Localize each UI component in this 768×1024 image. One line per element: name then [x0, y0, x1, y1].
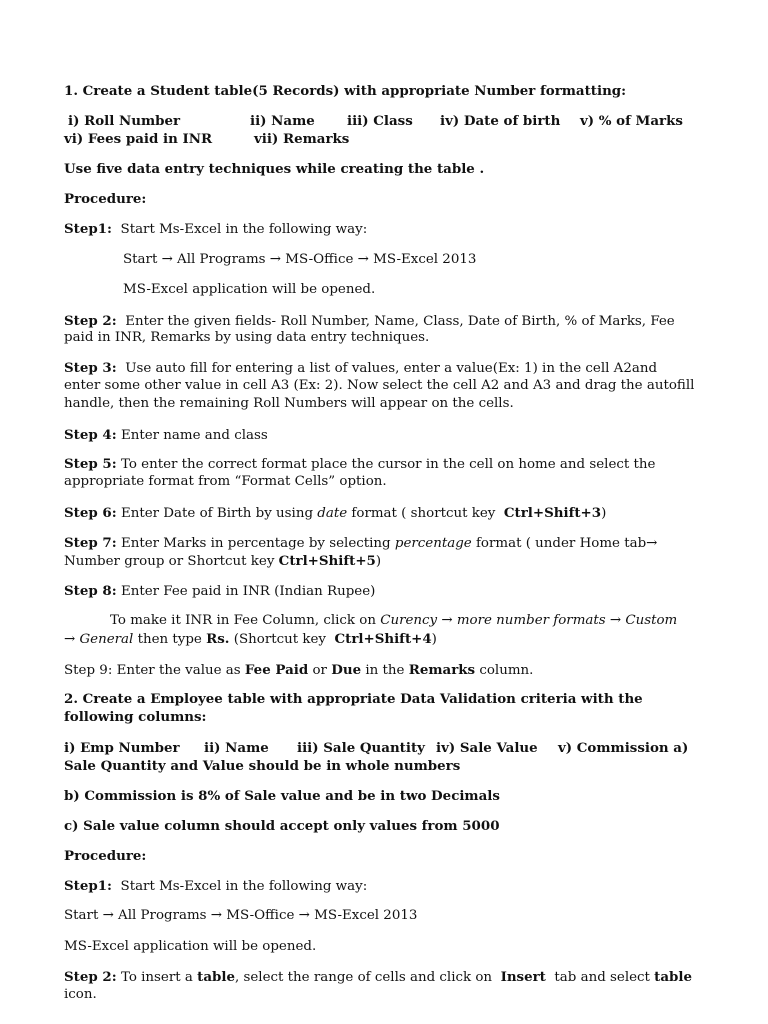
- q1-step1: [64, 220, 728, 239]
- q2-criterion-a: Sale Quantity and Value should be in whole numbers: [64, 758, 461, 774]
- rs-text: Rs.: [206, 631, 230, 647]
- date-format-term: date: [317, 506, 348, 521]
- q1-step8: [64, 582, 728, 601]
- step-text: Start Ms-Excel in the following way:: [120, 879, 368, 894]
- menu-path: Curency → more number formats → Custom: [380, 613, 678, 628]
- step-text: in the: [365, 663, 405, 678]
- step-text: Enter the given fields- Roll Number, Name, Class, Date of Birth, % of Marks, Fee: [125, 314, 675, 329]
- col-commission: v) Commission a): [558, 740, 689, 756]
- shortcut-key: Ctrl+Shift+5: [278, 553, 376, 569]
- col-sale-value: iv) Sale Value: [436, 740, 538, 756]
- q2-step1: [64, 877, 728, 896]
- step-label: Step 5:: [64, 456, 117, 472]
- table-term: table: [197, 969, 235, 985]
- step-label: Step 4:: [64, 427, 117, 443]
- q1-title: 1. Create a Student table(5 Records) with appropriate Number formatting:: [64, 83, 627, 99]
- step-label: Step 6:: [64, 505, 117, 521]
- q1-step9: [64, 661, 728, 680]
- insert-tab-term: Insert: [500, 969, 546, 985]
- step-text: format ( under Home tab→: [475, 536, 658, 551]
- table-icon-term: table: [654, 969, 693, 985]
- step-label: Step 3:: [64, 360, 117, 376]
- q1-procedure-heading: Procedure:: [64, 191, 147, 207]
- q2-start-path: Start → All Programs → MS-Office → MS-Excel 2013: [64, 908, 418, 923]
- q2-step2-line1: [64, 968, 728, 987]
- percentage-format-term: percentage: [394, 536, 472, 551]
- field-percent-marks: v) % of Marks: [580, 113, 683, 129]
- q1-step7-line1: [64, 534, 728, 553]
- step-text: tab and select: [554, 970, 650, 985]
- step-text: column.: [479, 663, 534, 678]
- step-text: then type: [137, 632, 202, 647]
- step-text: Use auto fill for entering a list of values, enter a value(Ex: 1) in the cell A2and: [125, 361, 658, 376]
- col-sale-quantity: iii) Sale Quantity: [297, 740, 425, 756]
- step-label: Step1:: [64, 221, 112, 237]
- q1-step7-line2: [64, 552, 728, 571]
- q2-criterion-b: b) Commission is 8% of Sale value and be in two Decimals: [64, 788, 500, 804]
- q2-title-line2: following columns:: [64, 709, 207, 725]
- q1-step6: [64, 504, 728, 523]
- step-text: ): [431, 632, 437, 647]
- remarks-term: Remarks: [408, 662, 476, 678]
- q2-step2-line2: icon.: [64, 987, 97, 1002]
- field-fees-paid: vi) Fees paid in INR: [64, 131, 213, 147]
- q1-instruction: Use five data entry techniques while creating the table .: [64, 161, 485, 177]
- fee-paid-term: Fee Paid: [244, 662, 309, 678]
- q1-step3-line3: handle, then the remaining Roll Numbers will appear on the cells.: [64, 396, 514, 411]
- field-name: ii) Name: [250, 113, 315, 129]
- step-label: Step 7:: [64, 535, 117, 551]
- q1-start-path: Start → All Programs → MS-Office → MS-Excel 2013: [123, 252, 477, 267]
- field-date-of-birth: iv) Date of birth: [440, 113, 561, 129]
- q1-step3-line2: enter some other value in cell A3 (Ex: 2). Now select the cell A2 and A3 and drag the autofill: [64, 378, 695, 393]
- step-text: Enter Fee paid in INR (Indian Rupee): [120, 584, 376, 599]
- q2-criterion-c: c) Sale value column should accept only values from 5000: [64, 818, 500, 834]
- step-label: Step 8:: [64, 583, 117, 599]
- step-text: format ( shortcut key: [351, 506, 496, 521]
- step-text: Enter Marks in percentage by selecting: [120, 536, 391, 551]
- step-text: (Shortcut key: [233, 632, 326, 647]
- q2-opened-text: MS-Excel application will be opened.: [64, 939, 317, 954]
- field-remarks: vii) Remarks: [254, 131, 350, 147]
- q1-step3-line1: [64, 359, 728, 378]
- col-name: ii) Name: [204, 740, 269, 756]
- step-label: Step 2:: [64, 313, 117, 329]
- step-text: ): [601, 506, 607, 521]
- col-emp-number: i) Emp Number: [64, 740, 180, 756]
- step-text: Number group or Shortcut key: [64, 554, 275, 569]
- step-text: , select the range of cells and click on: [234, 970, 493, 985]
- step-text: ): [375, 554, 382, 569]
- shortcut-key: Ctrl+Shift+4: [334, 631, 432, 647]
- q1-opened-text: MS-Excel application will be opened.: [123, 282, 376, 297]
- step-text: To enter the correct format place the cursor in the cell on home and select the: [120, 457, 656, 472]
- step-text: Start Ms-Excel in the following way:: [120, 222, 368, 237]
- q1-step5-line1: [64, 455, 728, 474]
- shortcut-key: Ctrl+Shift+3: [503, 505, 602, 521]
- step-label: Step 2:: [64, 969, 117, 985]
- q1-step5-line2: appropriate format from “Format Cells” option.: [64, 474, 387, 489]
- q2-title-line1: 2. Create a Employee table with appropriate Data Validation criteria with the: [64, 691, 643, 707]
- field-class: iii) Class: [347, 113, 413, 129]
- q2-procedure-heading: Procedure:: [64, 848, 147, 864]
- step-text: Step 9: Enter the value as: [64, 663, 241, 678]
- step-text: or: [312, 663, 327, 678]
- q1-inr-line1: [110, 612, 728, 630]
- q1-step2-line2: paid in INR, Remarks by using data entry techniques.: [64, 330, 430, 345]
- field-roll-number: i) Roll Number: [68, 113, 181, 129]
- step-text: Enter name and class: [120, 428, 268, 443]
- q1-step4: [64, 426, 728, 445]
- menu-path: → General: [64, 632, 134, 647]
- q1-inr-line2: [64, 630, 728, 649]
- step-text: To insert a: [120, 970, 193, 985]
- step-text: To make it INR in Fee Column, click on: [110, 613, 376, 628]
- due-term: Due: [331, 662, 362, 678]
- step-text: Enter Date of Birth by using: [120, 506, 314, 521]
- step-label: Step1:: [64, 878, 112, 894]
